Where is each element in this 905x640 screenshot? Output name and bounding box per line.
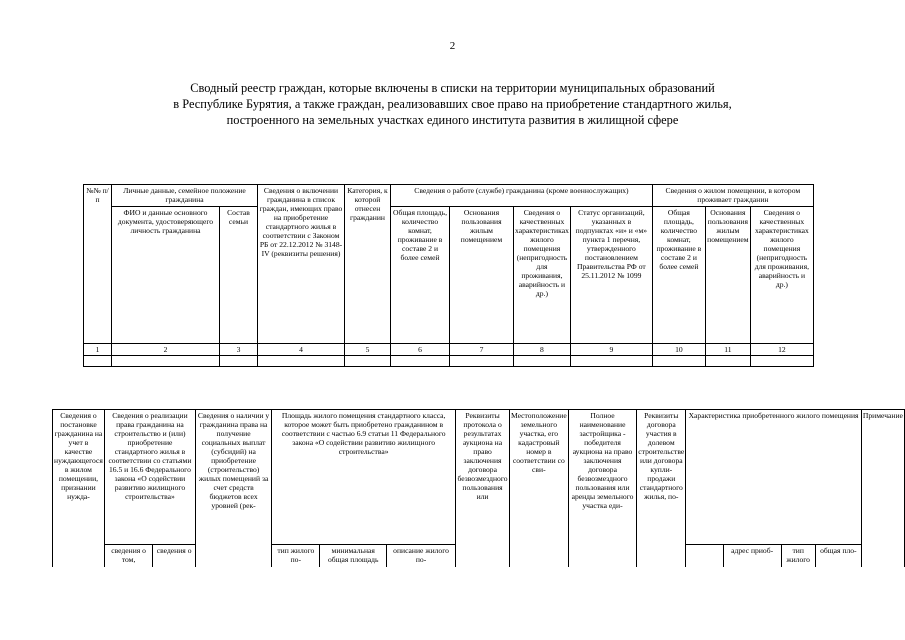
col-header-personal-data: Личные данные, семейное положение гражданина bbox=[112, 185, 258, 207]
title-line-1: Сводный реестр граждан, которые включены в списки на территории муниципальных образований bbox=[190, 81, 715, 95]
col-header-location: Местоположение земельного участка, его кадастровый номер в соответствии со сви- bbox=[509, 410, 568, 585]
column-number-cell: 2 bbox=[112, 344, 220, 356]
title-line-2: в Республике Бурятия, а также граждан, реализовавших свое право на приобретение стандартного жилья, bbox=[173, 97, 732, 111]
column-number-cell: 11 bbox=[705, 344, 750, 356]
empty-cell bbox=[514, 356, 571, 367]
col-header-work-area: Общая площадь, количество комнат, проживание в составе 2 и более семей bbox=[391, 207, 450, 344]
col-header-note: Примечание bbox=[861, 410, 904, 585]
registry-table-part-2 bbox=[52, 409, 905, 585]
empty-cell bbox=[220, 356, 258, 367]
col-header-work: Сведения о работе (службе) гражданина (кроме военнослужащих) bbox=[391, 185, 653, 207]
empty-cell bbox=[705, 356, 750, 367]
col-header-contract: Реквизиты договора участия в долевом строительстве или договора купли-продажи стандартного жилья, по- bbox=[637, 410, 686, 585]
col-header-number: №№ п/п bbox=[84, 185, 112, 344]
empty-cell bbox=[570, 356, 652, 367]
empty-cell bbox=[345, 356, 391, 367]
col-header-winner: Полное наименование застройщика - победителя аукциона на право заключения договора безвозмездного пользования или аренды земельного участка еди- bbox=[568, 410, 637, 585]
col-header-subsidy: Сведения о наличии у гражданина права на получение социальных выплат (субсидий) на приобретение (строительство) жилых помещений за счет средств бюджетов всех уровней (рек- bbox=[195, 410, 271, 585]
page-bottom-area bbox=[0, 567, 905, 640]
column-number-cell: 7 bbox=[450, 344, 514, 356]
col-header-family: Состав семьи bbox=[220, 207, 258, 344]
column-number-cell: 6 bbox=[391, 344, 450, 356]
document-title bbox=[60, 80, 845, 128]
column-number-cell: 9 bbox=[570, 344, 652, 356]
title-line-3: построенного на земельных участках единого института развития в жилищной сфере bbox=[226, 113, 679, 127]
col-header-description: описание жилого по- bbox=[387, 545, 456, 585]
col-header-total-area: общая пло- bbox=[815, 545, 861, 585]
col-header-address: адрес приоб- bbox=[723, 545, 781, 585]
col-header-category: Категория, к которой отнесен гражданин bbox=[345, 185, 391, 344]
col-header-housing-basis: Основания пользования жилым помещением bbox=[705, 207, 750, 344]
col-header-housing-quality: Сведения о качественных характеристиках жилого помещения (непригодность для проживания, аварийность и др.) bbox=[750, 207, 813, 344]
col-header-housing-area: Общая площадь, количество комнат, проживание в составе 2 и более семей bbox=[652, 207, 705, 344]
column-number-cell: 10 bbox=[652, 344, 705, 356]
col-header-work-quality: Сведения о качественных характеристиках жилого помещения (непригодность для проживания, аварийность и др.) bbox=[514, 207, 571, 344]
col-header-characteristics: Характеристика приобретенного жилого помещения bbox=[686, 410, 862, 545]
registry-table-part-1 bbox=[83, 184, 814, 367]
col-header-area-standard: Площадь жилого помещения стандартного класса, которое может быть приобретено гражданином в соответствии с частью 6.9 статьи 11 Федерального закона «О содействии развитию жилищного строительства» bbox=[272, 410, 456, 545]
empty-cell bbox=[112, 356, 220, 367]
col-header-housing: Сведения о жилом помещении, в котором проживает гражданин bbox=[652, 185, 813, 207]
col-header-registration: Сведения о постановке гражданина на учет в качестве нуждающегося в жилом помещении, признании нужда- bbox=[53, 410, 105, 585]
col-header-work-basis: Основания пользования жилым помещением bbox=[450, 207, 514, 344]
col-header-auction: Реквизиты протокола о результатах аукциона на право заключения договора безвозмездного пользования или bbox=[456, 410, 510, 585]
col-header-realization: Сведения о реализации права гражданина на строительство и (или) приобретение стандартного жилья в соответствии со статьями 16.5 и 16.6 Федерального закона «О содействии развитию жилищного строительства» bbox=[104, 410, 195, 545]
column-number-cell: 3 bbox=[220, 344, 258, 356]
column-number-cell: 1 bbox=[84, 344, 112, 356]
col-header-inclusion: Сведения о включении гражданина в список граждан, имеющих право на приобретение стандартного жилья в соответствии с Законом РБ от 22.12.2012 № 3148-IV (реквизиты решения) bbox=[258, 185, 345, 344]
page-number: 2 bbox=[449, 40, 456, 52]
col-header-realization-2: сведения о bbox=[153, 545, 196, 585]
empty-cell bbox=[258, 356, 345, 367]
col-header-fio: ФИО и данные основного документа, удостоверяющего личность гражданина bbox=[112, 207, 220, 344]
col-header-housing-type: тип жилого по- bbox=[272, 545, 320, 585]
empty-cell bbox=[750, 356, 813, 367]
col-header-work-status: Статус организаций, указанных в подпунктах «и» и «м» пункта 1 перечня, утвержденного постановлением Правительства РФ от 25.11.2012 № 1099 bbox=[570, 207, 652, 344]
empty-cell bbox=[652, 356, 705, 367]
column-number-cell: 12 bbox=[750, 344, 813, 356]
col-header-realization-1: сведения о том, bbox=[104, 545, 152, 585]
empty-cell bbox=[450, 356, 514, 367]
empty-cell bbox=[391, 356, 450, 367]
column-number-cell: 4 bbox=[258, 344, 345, 356]
column-number-cell: 5 bbox=[345, 344, 391, 356]
col-header-type: тип жилого bbox=[781, 545, 815, 585]
column-number-cell: 8 bbox=[514, 344, 571, 356]
col-header-min-area: минимальная общая площадь bbox=[320, 545, 387, 585]
empty-cell bbox=[84, 356, 112, 367]
